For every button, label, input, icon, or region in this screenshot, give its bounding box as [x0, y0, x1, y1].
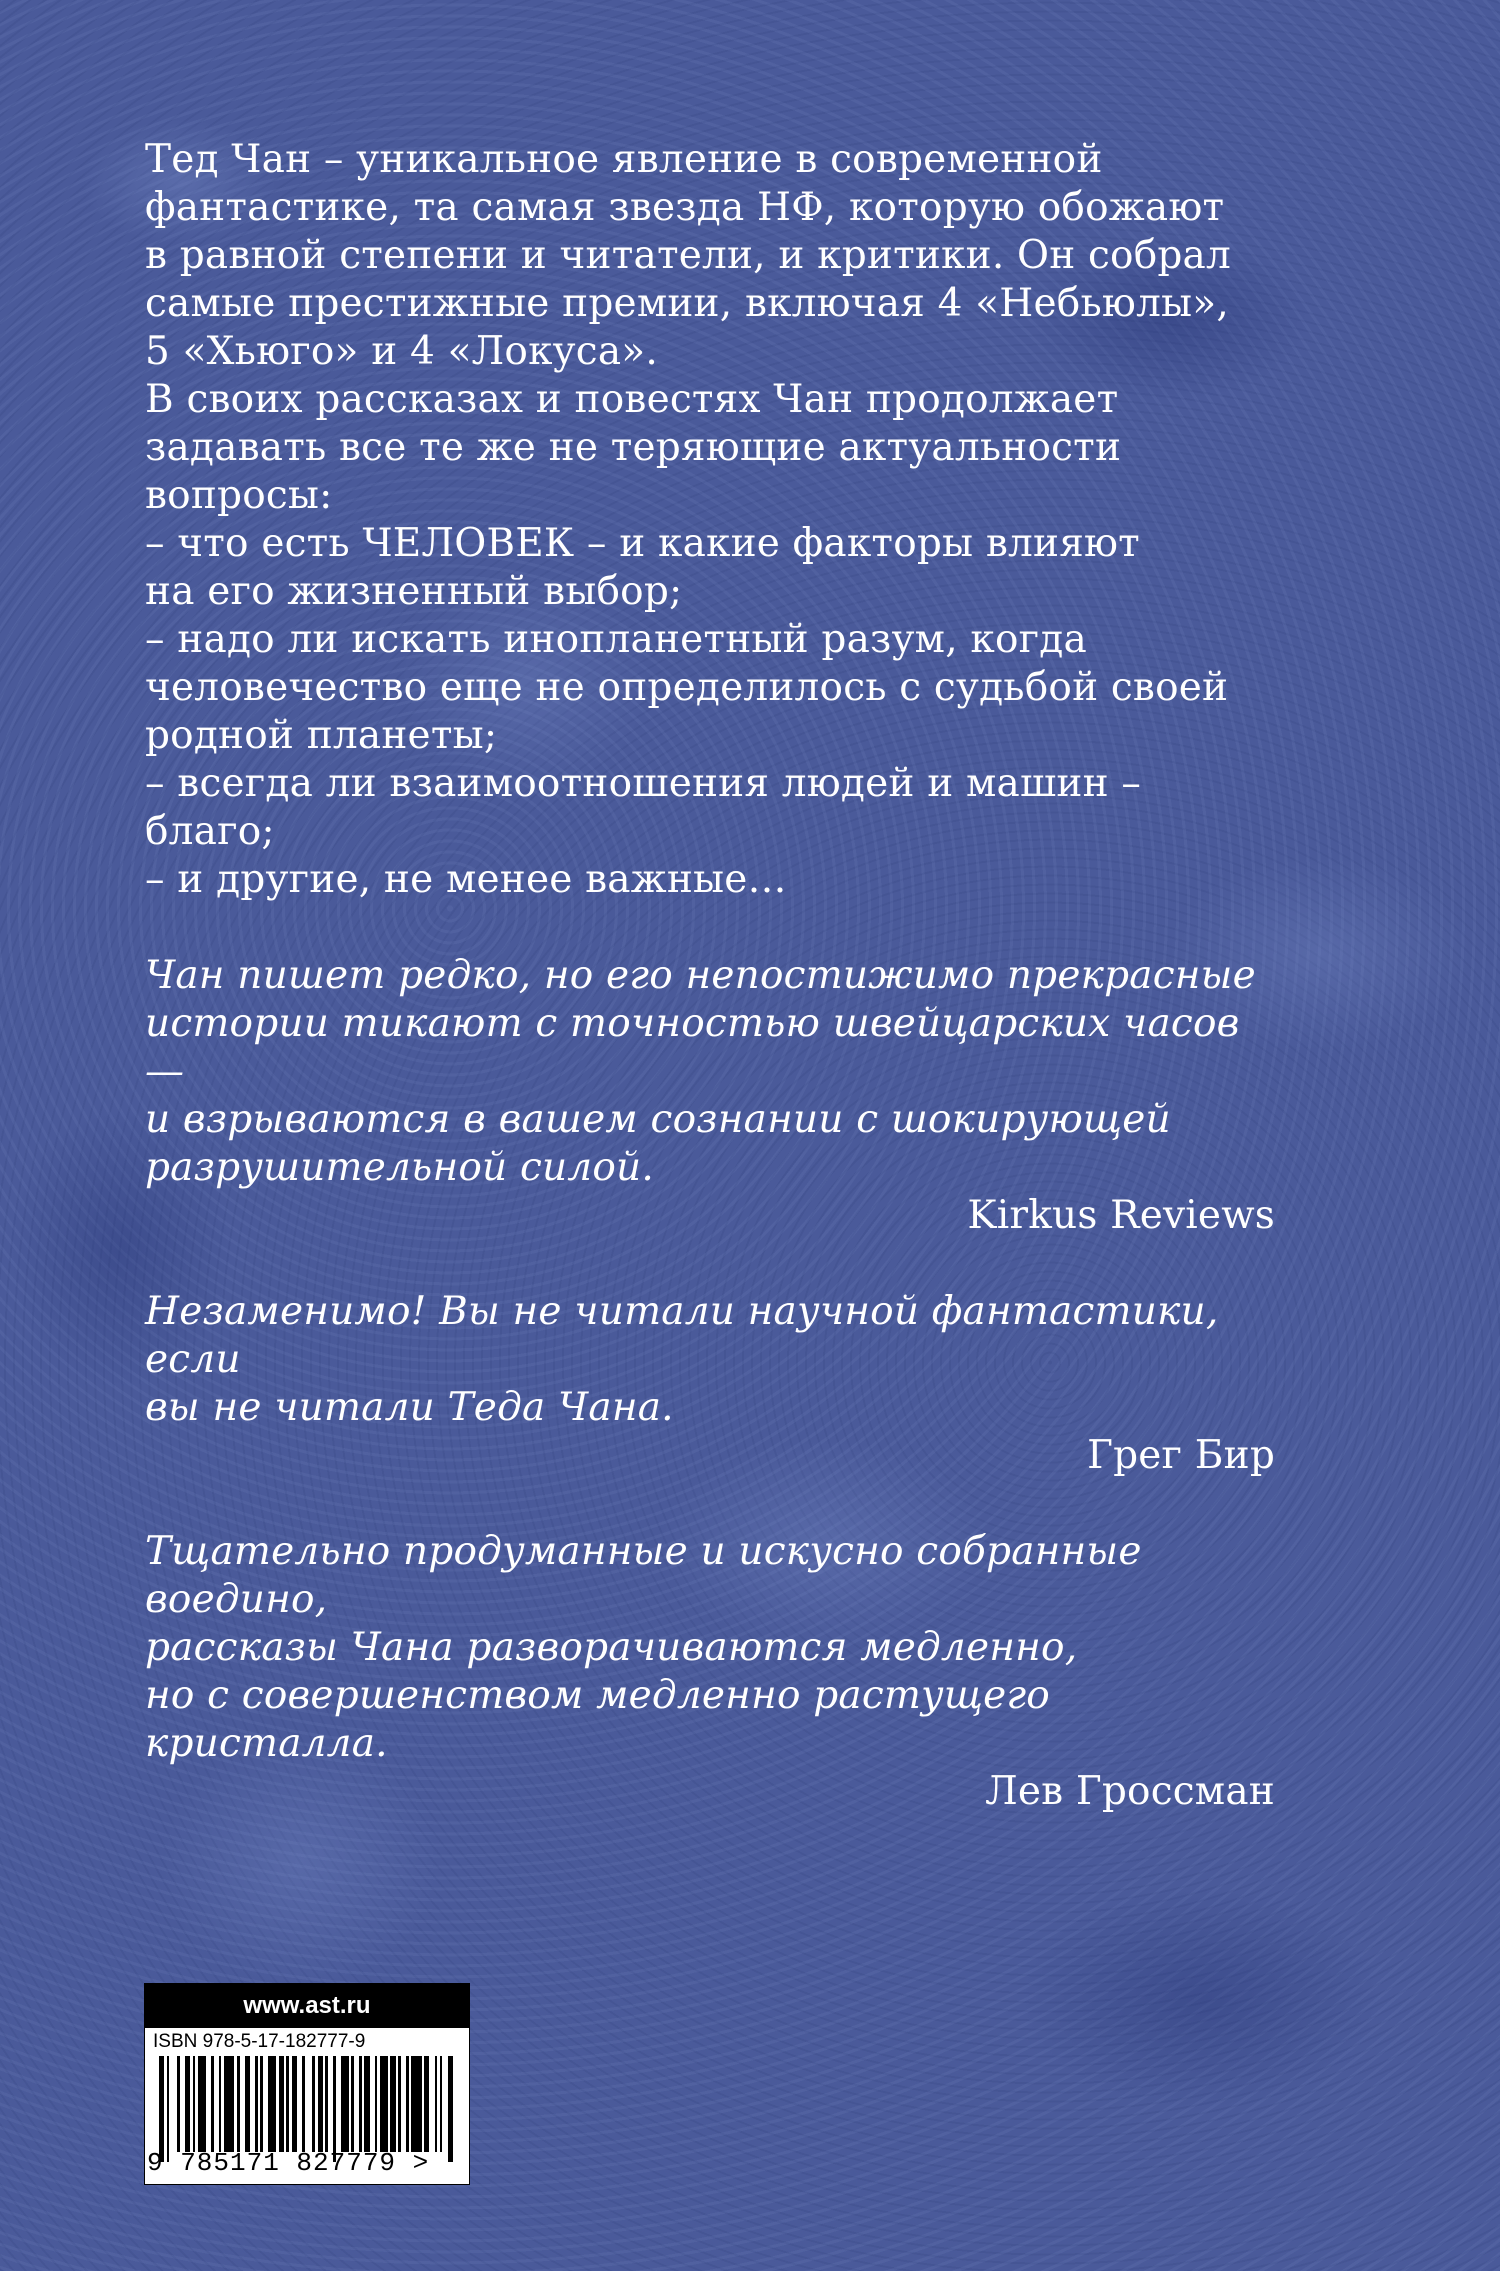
review-author: Лев Гроссман — [985, 1769, 1275, 1814]
barcode-bar — [302, 2056, 305, 2152]
barcode-bar — [341, 2056, 349, 2152]
publisher-site: www.ast.ru — [145, 1984, 469, 2028]
barcode-bar — [375, 2056, 378, 2152]
question-item: – и другие, не менее важные… — [145, 857, 787, 902]
barcode-bar — [286, 2056, 289, 2152]
barcode-bar — [237, 2056, 240, 2152]
barcode-bar — [185, 2056, 190, 2152]
barcode-bar — [255, 2056, 258, 2152]
barcode-bar — [390, 2056, 395, 2152]
barcode-bar — [224, 2056, 234, 2152]
review-quote: Незаменимо! Вы не читали научной фантастики, если вы не читали Теда Чана. — [145, 1289, 1219, 1430]
barcode-bar — [380, 2056, 388, 2152]
barcode-bar — [364, 2056, 369, 2152]
barcode-bar — [424, 2056, 429, 2152]
barcode-bar — [435, 2056, 438, 2152]
barcode-bar — [351, 2056, 354, 2152]
isbn-barcode-label — [144, 1983, 470, 2185]
barcode-bar — [279, 2056, 284, 2152]
back-cover-text — [145, 136, 1275, 1816]
isbn-number: ISBN 978-5-17-182777-9 — [153, 2031, 366, 2052]
barcode-bar — [159, 2056, 164, 2162]
barcode-bar — [448, 2056, 453, 2162]
intro-paragraph: Тед Чан – уникальное явление в современной фантастике, та самая звезда НФ, которую обожают в равной степени и читатели, и критики. Он собрал самые престижные премии, включая 4 «Небьюлы», 5 «Хьюго» и 4 «Локуса». — [145, 137, 1231, 374]
barcode-bar — [325, 2056, 328, 2152]
review-author: Kirkus Reviews — [967, 1193, 1275, 1238]
intro-paragraph-questions: В своих рассказах и повестях Чан продолжает задавать все те же не теряющие актуальности вопросы: — [145, 377, 1122, 518]
barcode-bar — [219, 2056, 222, 2152]
barcode-bar — [292, 2056, 297, 2152]
barcode-bar — [245, 2056, 250, 2152]
review-quote: Чан пишет редко, но его непостижимо прекрасные истории тикают с точностью швейцарских часов — и взрываются в вашем сознании с шокирующей разрушительной силой. — [145, 953, 1256, 1190]
barcode-bar — [312, 2056, 315, 2152]
barcode-bar — [177, 2056, 180, 2152]
question-item: – что есть ЧЕЛОВЕК – и какие факторы влияют на его жизненный выбор; — [145, 521, 1140, 614]
barcode-bar — [198, 2056, 206, 2152]
barcode-bar — [260, 2056, 263, 2152]
barcode-bar — [440, 2056, 443, 2152]
barcode-bar — [333, 2056, 336, 2162]
barcode-bar — [406, 2056, 409, 2152]
barcode-bar — [318, 2056, 323, 2152]
barcode-bar — [411, 2056, 421, 2152]
barcode-bar — [193, 2056, 196, 2152]
barcode-bar — [211, 2056, 214, 2152]
review-author: Грег Бир — [1087, 1433, 1275, 1478]
barcode-digits: 9 785171 827779 > — [147, 2148, 430, 2178]
barcode-bar — [359, 2056, 362, 2152]
review-quote: Тщательно продуманные и искусно собранные воедино, рассказы Чана разворачиваются медленно, но с совершенством медленно растущего кристалла. — [145, 1529, 1142, 1766]
barcode-bar — [167, 2056, 170, 2162]
barcode-bar — [268, 2056, 276, 2152]
question-item: – всегда ли взаимоотношения людей и машин – благо; — [145, 761, 1142, 854]
barcode-bar — [398, 2056, 401, 2152]
barcode-bars — [159, 2056, 455, 2152]
question-item: – надо ли искать инопланетный разум, когда человечество еще не определилось с судьбой своей родной планеты; — [145, 617, 1229, 758]
